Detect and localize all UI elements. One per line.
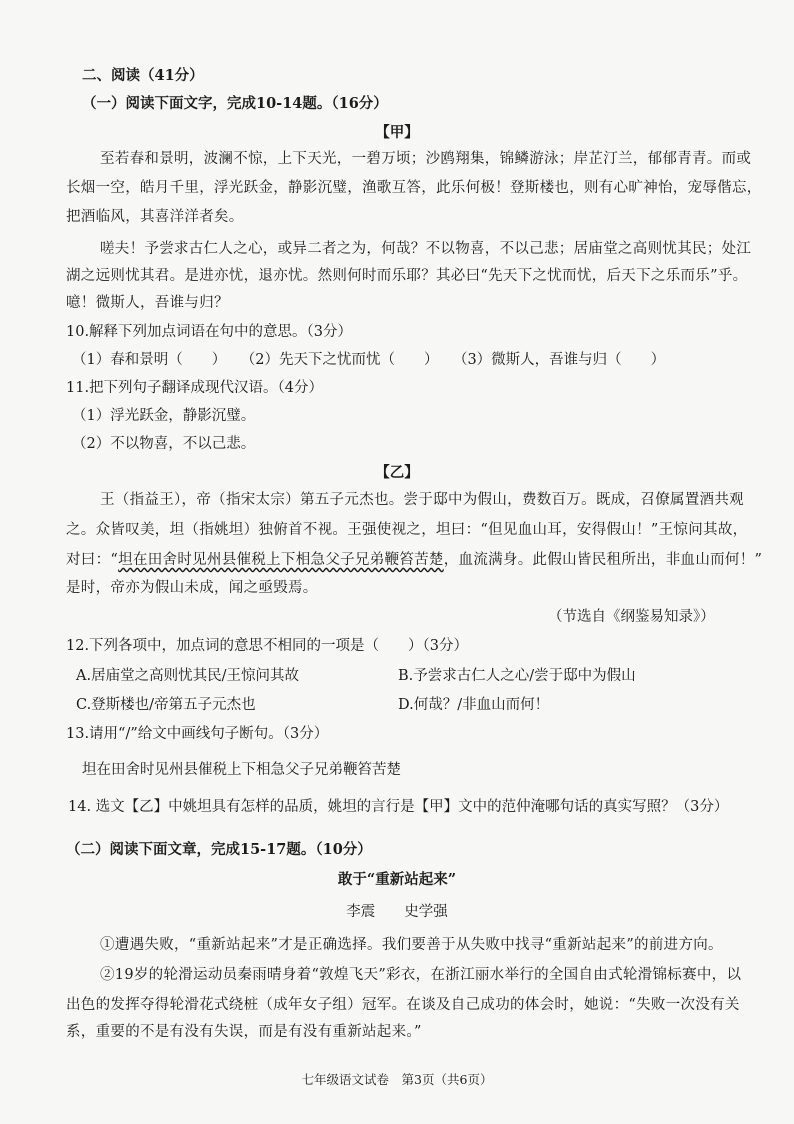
question-10: 10.解释下列加点词语在句中的意思。（3分） [66,324,353,340]
part-two-instruction: （二）阅读下面文章，完成15-17题。（10分） [66,841,372,858]
jia-paragraph-2-line-3: 噫！微斯人，吾谁与归？ [66,295,229,311]
jia-paragraph-1-line-3: 把酒临风，其喜洋洋者矣。 [66,209,244,225]
question-11: 11.把下列句子翻译成现代汉语。（4分） [66,380,324,396]
question-11-item-1: （1）浮光跃金，静影沉璧。 [72,408,256,424]
jia-paragraph-2-line-2: 湖之远则忧其君。是进亦忧，退亦忧。然则何时而乐耶？其必曰“先天下之忧而忧，后天下之乐而乐”乎。 [66,268,748,284]
question-14: 14. 选文【乙】中姚坦具有怎样的品质，姚坦的言行是【甲】文中的范仲淹哪句话的真实写照？（3分） [68,799,729,815]
jia-paragraph-1-line-2: 长烟一空，皓月千里，浮光跃金，静影沉璧，渔歌互答，此乐何极！登斯楼也，则有心旷神怡，宠辱偕忘， [66,180,762,196]
part-one-instruction: （一）阅读下面文字，完成10-14题。（16分） [82,95,388,112]
article-title: 敢于“重新站起来” [337,871,457,888]
yi-underlined-sentence: 坦在田舍时见州县催税上下相急父子兄弟鞭笞苦楚 [118,552,444,568]
question-13: 13.请用“/”给文中画线句子断句。（3分） [66,726,329,742]
article-paragraph-2-line-1: ②19岁的轮滑运动员秦雨晴身着“敦煌飞天”彩衣，在浙江丽水举行的全国自由式轮滑锦标赛中，以 [100,967,742,983]
question-12-option-b: B.予尝求古仁人之心/尝于邸中为假山 [398,668,636,684]
yi-line-3-prefix: 对曰：“ [66,552,119,568]
yi-line-1: 王（指益王），帝（指宋太宗）第五子元杰也。尝于邸中为假山，费数百万。既成，召僚属置酒共观 [100,492,744,508]
page-footer: 七年级语文试卷 第3页（共6页） [301,1072,493,1087]
question-11-item-2: （2）不以物喜，不以己悲。 [72,436,256,452]
yi-line-2: 之。众皆叹美，坦（指姚坦）独俯首不视。王强使视之，坦曰：“但见血山耳，安得假山！”王惊问其故， [66,522,748,538]
jia-paragraph-2-line-1: 嗟夫！予尝求古仁人之心，或异二者之为，何哉？不以物喜，不以己悲；居庙堂之高则忧其民；处江 [100,241,752,257]
passage-jia-label: 【甲】 [375,124,419,141]
article-paragraph-2-line-3: 系，重要的不是有没有失误，而是有没有重新站起来。” [66,1024,422,1040]
yi-line-3 [66,550,762,570]
jia-paragraph-1-line-1: 至若春和景明，波澜不惊，上下天光，一碧万顷；沙鸥翔集，锦鳞游泳；岸芷汀兰，郁郁青青。而或 [100,151,752,167]
yi-line-4: 是时，帝亦为假山未成，闻之亟毁焉。 [66,580,318,596]
article-authors: 李震 史学强 [346,904,448,920]
article-paragraph-2-line-2: 出色的发挥夺得轮滑花式绕桩（成年女子组）冠军。在谈及自己成功的体会时，她说：“失败一次没有关 [66,997,740,1013]
question-13-sentence: 坦在田舍时见州县催税上下相急父子兄弟鞭笞苦楚 [82,762,401,778]
question-12-option-d: D.何哉？/非血山而何！ [398,697,550,713]
question-12-option-c: C.登斯楼也/帝第五子元杰也 [76,697,256,713]
question-12: 12.下列各项中，加点词的意思不相同的一项是（ ）（3分） [66,638,469,654]
yi-line-3-suffix: ，血流满身。此假山皆民租所出，非血山而何！” [443,552,763,568]
article-paragraph-1: ①遭遇失败，“重新站起来”才是正确选择。我们要善于从失败中找寻“重新站起来”的前进方向。 [100,937,723,953]
question-12-option-a: A.居庙堂之高则忧其民/王惊问其故 [76,668,299,684]
passage-yi-label: 【乙】 [375,464,419,481]
question-10-items: （1）春和景明（ ） （2）先天下之忧而忧（ ） （3）微斯人，吾谁与归（ ） [72,352,666,368]
passage-source: （节选自《纲鉴易知录》） [548,609,715,625]
section-heading: 二、阅读（41分） [82,67,204,84]
